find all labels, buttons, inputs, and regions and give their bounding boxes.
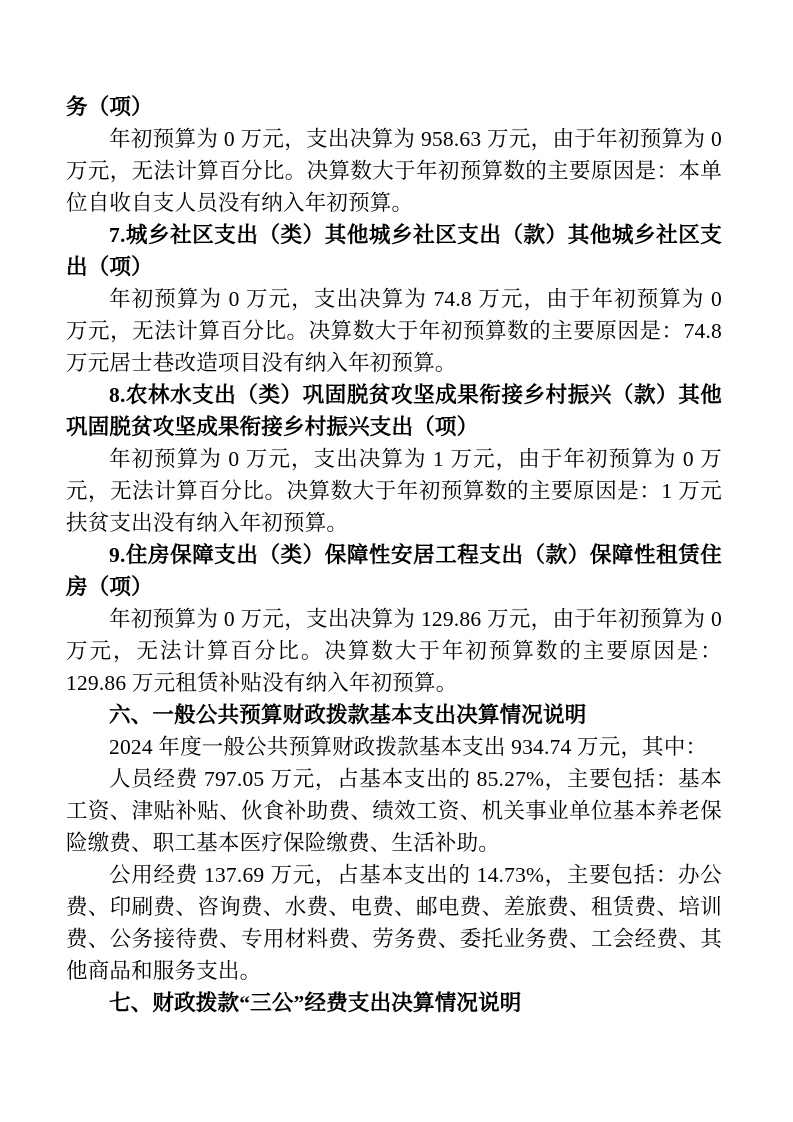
paragraph-line: 位自收自支人员没有纳入年初预算。 — [66, 191, 414, 215]
section-item7-paragraph — [66, 283, 722, 379]
paragraph-line: 年初预算为 0 万元，支出决算为 129.86 万元，由于年初预算为 0 — [109, 607, 722, 631]
section-item8-paragraph — [66, 443, 722, 539]
heading-line: 9.住房保障支出（类）保障性安居工程支出（款）保障性租赁住 — [109, 543, 722, 567]
paragraph-line: 费、印刷费、咨询费、水费、电费、邮电费、差旅费、租赁费、培训 — [66, 895, 722, 919]
paragraph-line: 人员经费 797.05 万元，占基本支出的 85.27%，主要包括：基本 — [109, 767, 722, 791]
paragraph-line: 工资、津贴补贴、伙食补助费、绩效工资、机关事业单位基本养老保 — [66, 799, 722, 823]
paragraph-line: 年初预算为 0 万元，支出决算为 958.63 万元，由于年初预算为 0 — [109, 127, 722, 151]
paragraph-line: 万元居士巷改造项目没有纳入年初预算。 — [66, 351, 457, 375]
paragraph-line: 险缴费、职工基本医疗保险缴费、生活补助。 — [66, 831, 501, 855]
section-item6-heading-tail — [66, 91, 722, 123]
paragraph-line: 扶贫支出没有纳入年初预算。 — [66, 511, 349, 535]
heading-line: 出（项） — [66, 255, 153, 279]
section-item9-heading — [66, 539, 722, 603]
heading-line: 六、一般公共预算财政拨款基本支出决算情况说明 — [109, 703, 587, 727]
section-personnel-expense — [66, 763, 722, 859]
paragraph-line: 万元，无法计算百分比。决算数大于年初预算数的主要原因是：本单 — [66, 159, 722, 183]
section-item7-heading — [66, 219, 722, 283]
paragraph-line: 年初预算为 0 万元，支出决算为 74.8 万元，由于年初预算为 0 — [109, 287, 722, 311]
paragraph-line: 年初预算为 0 万元，支出决算为 1 万元，由于年初预算为 0 万 — [109, 447, 722, 471]
paragraph-line: 公用经费 137.69 万元，占基本支出的 14.73%，主要包括：办公 — [109, 863, 722, 887]
section-part6-total — [66, 731, 722, 763]
heading-line: 务（项） — [66, 95, 153, 119]
paragraph-line: 万元，无法计算百分比。决算数大于年初预算数的主要原因是： — [66, 639, 722, 663]
heading-line: 房（项） — [66, 575, 153, 599]
paragraph-line: 129.86 万元租赁补贴没有纳入年初预算。 — [66, 671, 458, 695]
heading-line: 七、财政拨款“三公”经费支出决算情况说明 — [109, 991, 522, 1015]
section-public-expense — [66, 859, 722, 987]
section-item9-paragraph — [66, 603, 722, 699]
section-part7-heading — [66, 987, 722, 1019]
paragraph-line: 元，无法计算百分比。决算数大于年初预算数的主要原因是：1 万元 — [66, 479, 722, 503]
heading-line: 7.城乡社区支出（类）其他城乡社区支出（款）其他城乡社区支 — [109, 223, 722, 247]
heading-line: 巩固脱贫攻坚成果衔接乡村振兴支出（项） — [66, 415, 479, 439]
section-item6-paragraph — [66, 123, 722, 219]
section-part6-heading — [66, 699, 722, 731]
paragraph-line: 他商品和服务支出。 — [66, 959, 262, 983]
paragraph-line: 费、公务接待费、专用材料费、劳务费、委托业务费、工会经费、其 — [66, 927, 722, 951]
section-item8-heading — [66, 379, 722, 443]
heading-line: 8.农林水支出（类）巩固脱贫攻坚成果衔接乡村振兴（款）其他 — [109, 383, 722, 407]
paragraph-line: 万元，无法计算百分比。决算数大于年初预算数的主要原因是：74.8 — [66, 319, 722, 343]
paragraph-line: 2024 年度一般公共预算财政拨款基本支出 934.74 万元，其中： — [109, 735, 708, 759]
